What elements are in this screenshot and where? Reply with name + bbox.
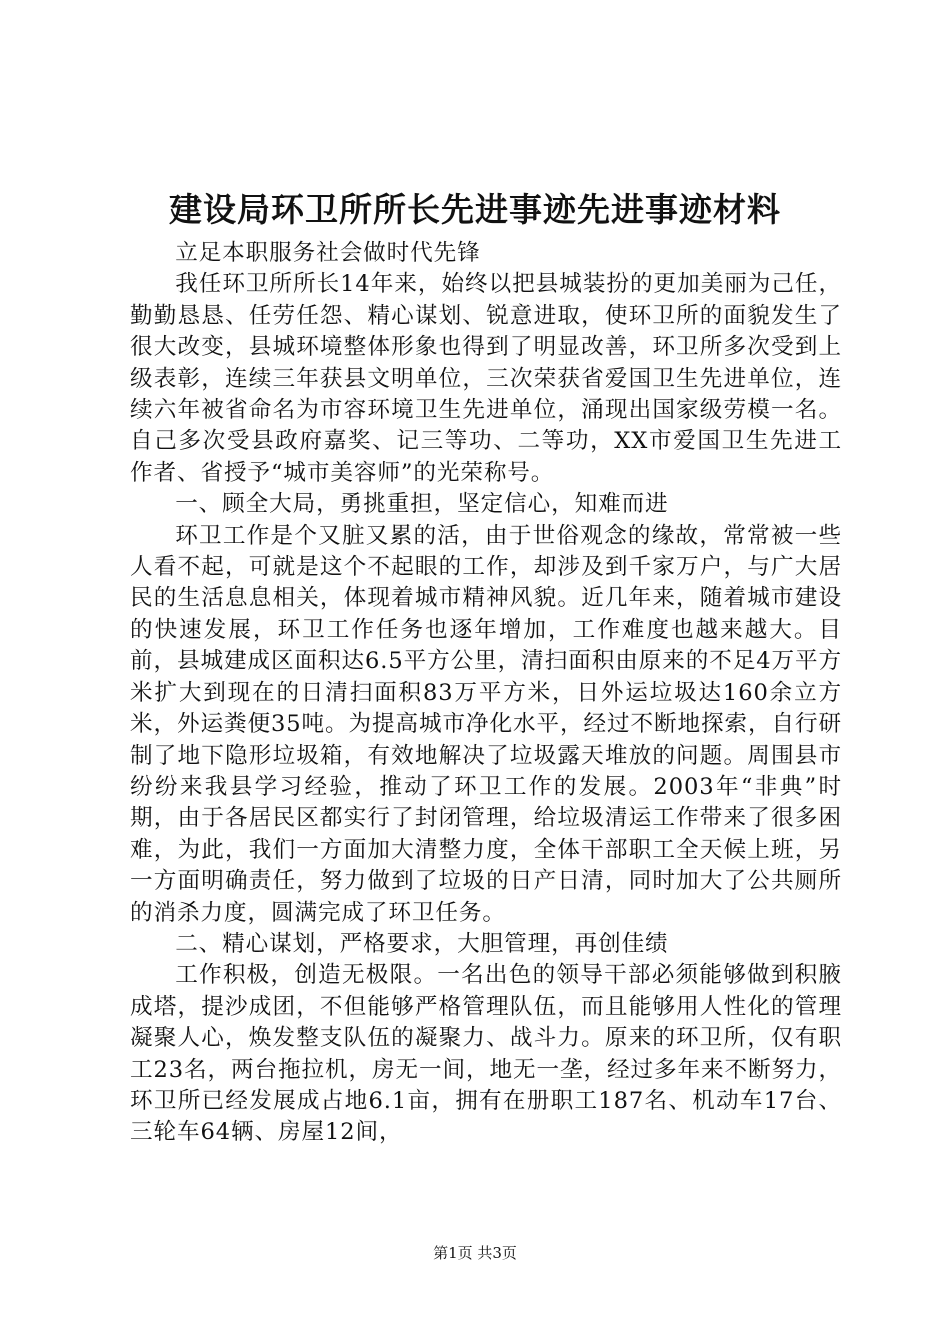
subtitle-paragraph: 立足本职服务社会做时代先锋 — [175, 240, 481, 266]
section-heading-2: 二、精心谋划，严格要求，大胆管理，再创佳绩 — [175, 930, 669, 957]
document-body — [130, 238, 842, 1149]
page-footer: 第1页 共3页 — [433, 1244, 517, 1262]
intro-paragraph: 我任环卫所所长14年来，始终以把县城装扮的更加美丽为己任，勤勤恳恳、任劳任怨、精心谋划、锐意进取，使环卫所的面貌发生了很大改变，县城环境整体形象也得到了明显改善，环卫所多次受到上级表彰，连续三年获县文明单位，三次荣获省爱国卫生先进单位，连续六年被省命名为市容环境卫生先进单位，涌现出国家级劳模一名。自己多次受县政府嘉奖、记三等功、二等功，XX市爱国卫生先进工作者、省授予“城市美容师”的光荣称号。 — [130, 271, 842, 486]
section-2-paragraph: 工作积极，创造无极限。一名出色的领导干部必须能够做到积腋成塔，提沙成团，不但能够严格管理队伍，而且能够用人性化的管理凝聚人心，焕发整支队伍的凝聚力、战斗力。原来的环卫所，仅有职工23名，两台拖拉机，房无一间，地无一垄，经过多年来不断努力，环卫所已经发展成占地6.1亩，拥有在册职工187名、机动车17台、三轮车64辆、房屋12间， — [130, 962, 842, 1146]
section-heading-1: 一、顾全大局，勇挑重担，坚定信心，知难而进 — [175, 491, 669, 518]
document-title: 建设局环卫所所长先进事迹先进事迹材料 — [169, 190, 781, 229]
section-1-paragraph: 环卫工作是个又脏又累的活，由于世俗观念的缘故，常常被一些人看不起，可就是这个不起眼的工作，却涉及到千家万户，与广大居民的生活息息相关，体现着城市精神风貌。近几年来，随着城市建设的快速发展，环卫工作任务也逐年增加，工作难度也越来越大。目前，县城建成区面积达6.5平方公里，清扫面积由原来的不足4万平方米扩大到现在的日清扫面积83万平方米，日外运垃圾达160余立方米，外运粪便35吨。为提高城市净化水平，经过不断地探索，自行研制了地下隐形垃圾箱，有效地解决了垃圾露天堆放的问题。周围县市纷纷来我县学习经验，推动了环卫工作的发展。2003年“非典”时期，由于各居民区都实行了封闭管理，给垃圾清运工作带来了很多困难，为此，我们一方面加大清整力度，全体干部职工全天候上班，另一方面明确责任，努力做到了垃圾的日产日清，同时加大了公共厕所的消杀力度，圆满完成了环卫任务。 — [130, 522, 842, 926]
